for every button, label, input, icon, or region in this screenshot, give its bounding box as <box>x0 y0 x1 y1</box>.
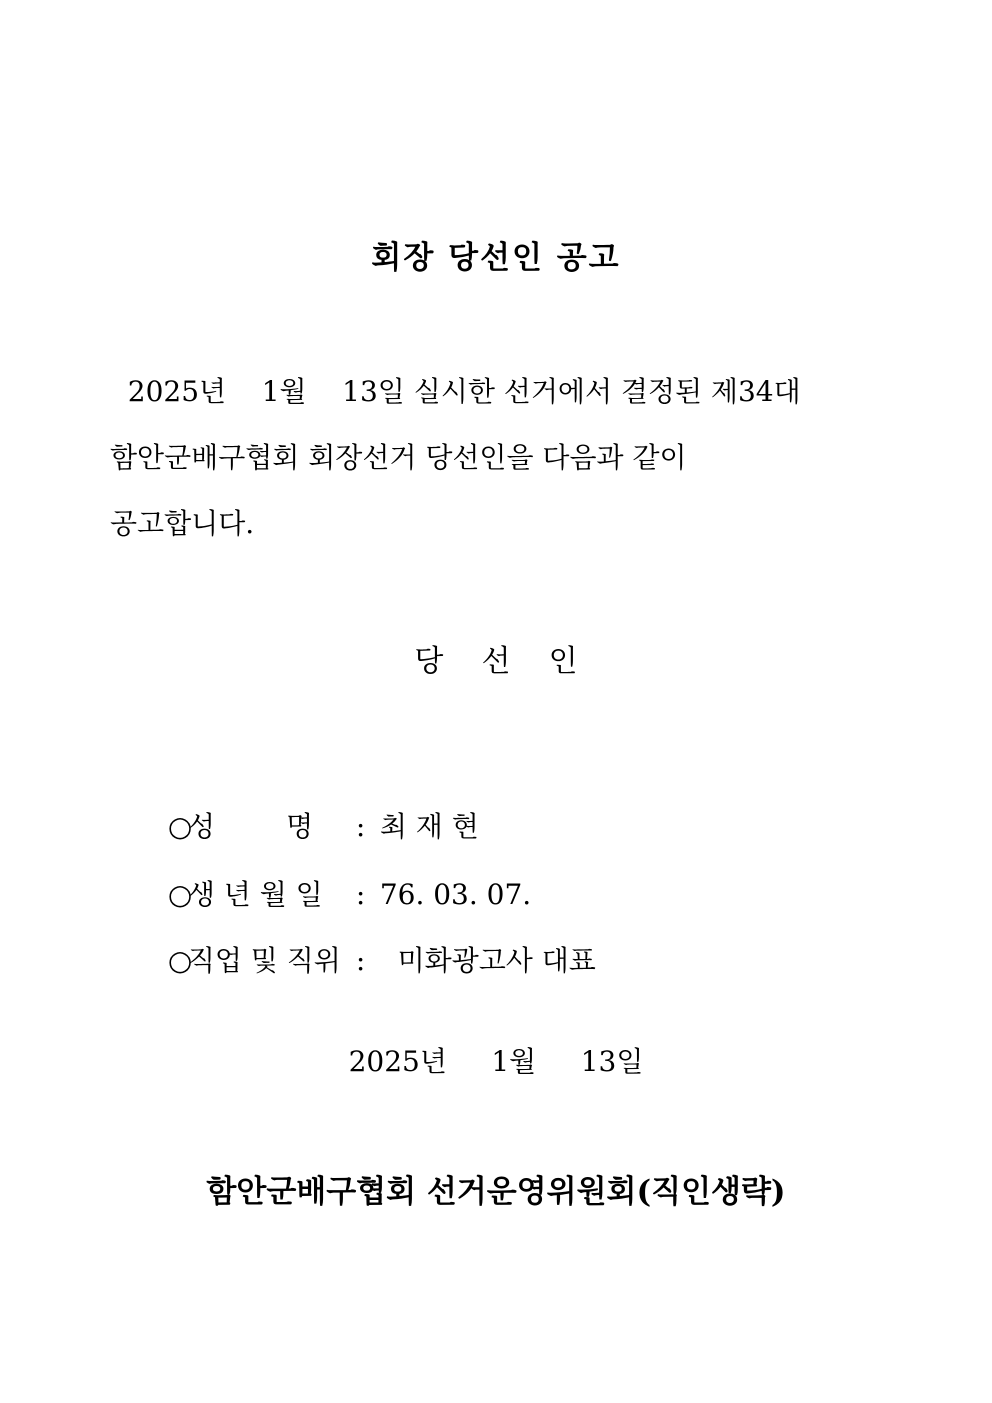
bullet-circle-icon: ○ <box>167 810 193 843</box>
info-row-name <box>150 772 479 845</box>
birthdate-value: 76. 03. 07. <box>379 878 532 911</box>
bullet-circle-icon: ○ <box>167 944 193 977</box>
section-heading: 당 선 인 <box>414 644 578 679</box>
body-line-3: 공고합니다. <box>110 507 255 540</box>
info-row-birthdate <box>150 840 531 913</box>
birthdate-colon: : <box>355 878 366 911</box>
issuing-organization: 함안군배구협회 선거운영위원회(직인생략) <box>206 1174 786 1210</box>
name-colon: : <box>355 810 366 843</box>
occupation-value: 미화광고사 대표 <box>379 944 596 977</box>
birthdate-label: 생 년 월 일 <box>187 878 323 911</box>
bullet-circle-icon: ○ <box>167 878 193 911</box>
body-line-2: 함안군배구협회 회장선거 당선인을 다음과 같이 <box>110 441 687 474</box>
info-row-occupation <box>150 906 596 979</box>
document-title: 회장 당선인 공고 <box>371 240 621 276</box>
body-line-1: 2025년 1월 13일 실시한 선거에서 결정된 제34대 <box>110 375 801 408</box>
occupation-label: 직업 및 직위 <box>187 944 341 977</box>
name-label: 성 명 <box>187 810 314 843</box>
announcement-date: 2025년 1월 13일 <box>348 1045 644 1078</box>
name-value: 최 재 현 <box>379 810 479 843</box>
occupation-colon: : <box>355 944 366 977</box>
